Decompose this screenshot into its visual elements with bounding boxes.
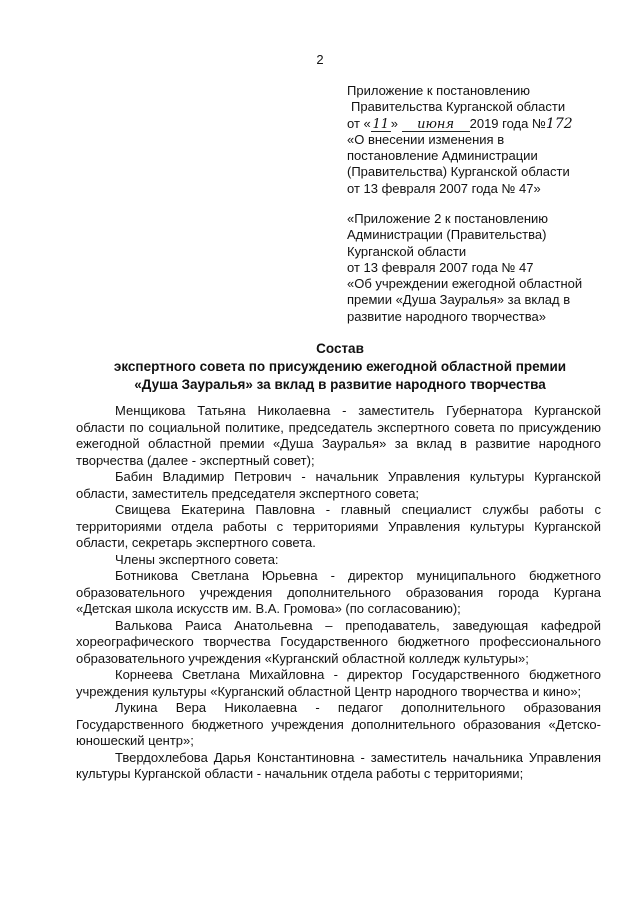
title-line: экспертного совета по присуждению ежегодной областной премии [113,359,567,374]
appendix-line: постановление Администрации [347,148,538,164]
appendix-line: от 13 февраля 2007 года № 47» [347,180,541,196]
appendix2-line: премии «Душа Зауралья» за вклад в [347,292,571,308]
date-mid: » [390,115,398,131]
member-paragraph: Валькова Раиса Анатольевна – преподаватель, заведующая кафедрой хореографического творчества Государственного бюджетного профессионального образовательного учреждения «Курганский областной колледж культуры»; [76,617,601,666]
appendix2-line: «Об учреждении ежегодной областной [347,276,583,292]
member-paragraph: Твердохлебова Дарья Константиновна - заместитель начальника Управления культуры Курганской области - начальник отдела работы с территориями; [76,749,601,781]
handwritten-number: 172 [545,115,573,132]
appendix-date-line [347,116,617,132]
date-suffix: 2019 года № [469,115,546,131]
appendix2-header [347,211,617,325]
appendix2-line: «Приложение 2 к постановлению [347,211,549,226]
page-number: 2 [316,52,324,67]
appendix2-line: Администрации (Правительства) [347,227,547,243]
members-subheading: Члены экспертного совета: [115,551,279,567]
appendix2-line: Курганской области [347,243,467,259]
member-paragraph: Свищева Екатерина Павловна - главный специалист службы работы с территориями отдела работы с территориями Управления культуры Курганской области, секретарь экспертного совета. [76,502,601,550]
member-paragraph: Ботникова Светлана Юрьевна - директор муниципального бюджетного образовательного учреждения дополнительного образования города Кургана «Детская школа искусств им. В.А. Громова» (по согласованию); [76,568,601,616]
members-list [76,403,601,783]
handwritten-month: июня [402,119,470,132]
document-title [80,340,600,394]
title-line: Состав [316,341,364,356]
appendix2-line: развитие народного творчества» [347,308,546,324]
appendix-line: Приложение к постановлению [347,83,530,98]
title-line: «Душа Зауралья» за вклад в развитие народного творчества [134,377,546,392]
appendix-line: (Правительства) Курганской области [347,164,570,180]
member-paragraph: Менщикова Татьяна Николаевна - заместитель Губернатора Курганской области по социальной политике, председатель экспертного совета по присуждению ежегодной областной премии «Душа Зауралья» за вклад в развитие народного творчества (далее - экспертный совет); [76,403,601,468]
appendix-header [347,83,617,197]
date-prefix: от « [347,115,371,131]
member-paragraph: Бабин Владимир Петрович - начальник Управления культуры Курганской области, заместитель председателя экспертного совета; [76,469,601,501]
member-paragraph: Корнеева Светлана Михайловна - директор Государственного бюджетного учреждения культуры «Курганский областной Центр народного творчества и кино»; [76,667,601,699]
appendix-line: «О внесении изменения в [347,131,505,147]
appendix2-line: от 13 февраля 2007 года № 47 [347,259,534,275]
member-paragraph: Лукина Вера Николаевна - педагог дополнительного образования Государственного бюджетного учреждения дополнительного образования «Детско-юношеский центр»; [76,700,601,748]
appendix-line: Правительства Курганской области [351,99,566,115]
handwritten-day: 11 [372,116,390,132]
